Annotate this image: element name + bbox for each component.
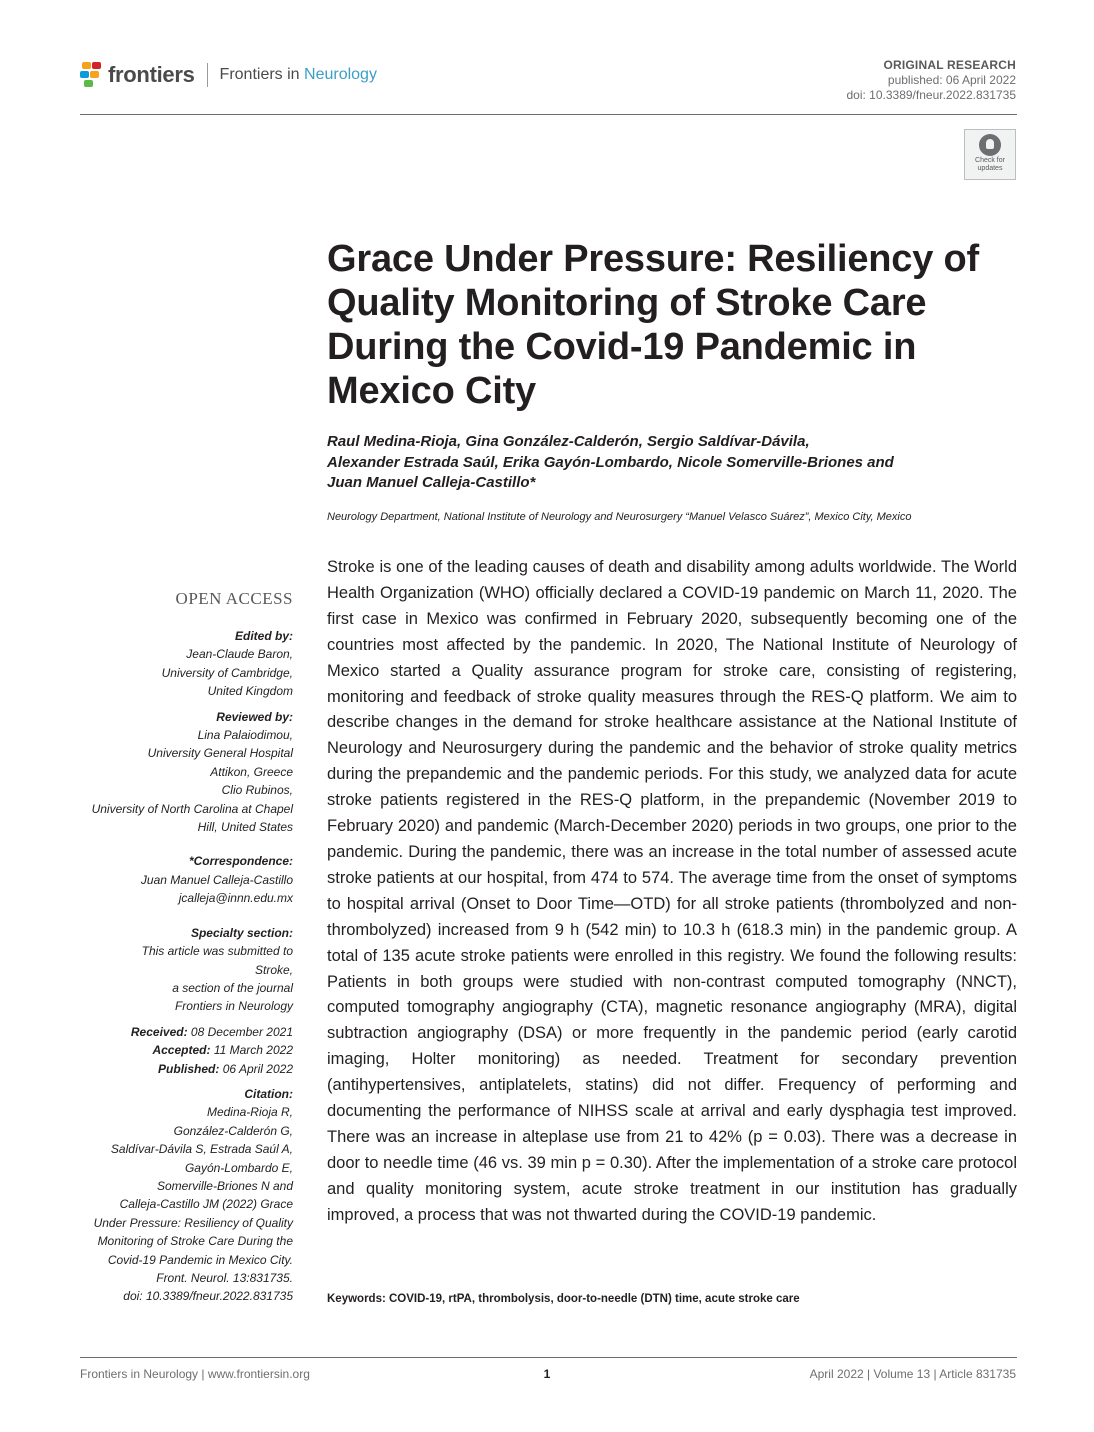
doi[interactable]: doi: 10.3389/fneur.2022.831735: [846, 88, 1016, 102]
specialty-line: This article was submitted to: [141, 944, 293, 959]
accepted-row: [80, 1041, 293, 1059]
citation-section: [80, 1085, 293, 1306]
published-date: published: 06 April 2022: [887, 73, 1016, 87]
check-updates-label-1: Check for: [975, 157, 1005, 164]
article-meta: [847, 58, 1017, 103]
published-date-sidebar: 06 April 2022: [222, 1061, 293, 1076]
citation-line: Medina-Rioja R,: [206, 1105, 293, 1120]
citation-line: Monitoring of Stroke Care During the: [97, 1234, 293, 1249]
editor-line: United Kingdom: [207, 684, 293, 699]
received-row: [80, 1023, 293, 1041]
footer-issue-info: April 2022 | Volume 13 | Article 831735: [809, 1367, 1016, 1381]
frontiers-logo-icon: [80, 62, 104, 88]
page-number: 1: [543, 1367, 551, 1381]
citation-line: Gayón-Lombardo E,: [184, 1160, 293, 1175]
reviewed-by-section: [80, 708, 293, 837]
correspondence-heading: *Correspondence:: [188, 854, 293, 869]
dates-section: [80, 1023, 293, 1078]
citation-line: Covid-19 Pandemic in Mexico City.: [107, 1252, 293, 1267]
check-for-updates-button[interactable]: [964, 129, 1016, 180]
frontiers-logo[interactable]: [80, 60, 377, 90]
affiliation: Neurology Department, National Institute of Neurology and Neurosurgery “Manuel Velasco Suárez”, Mexico City, Mexico: [327, 511, 912, 523]
received-date: 08 December 2021: [190, 1024, 293, 1039]
keywords: Keywords: COVID-19, rtPA, thrombolysis, door-to-needle (DTN) time, acute stroke care: [327, 1293, 800, 1305]
citation-line: Somerville-Briones N and: [156, 1178, 293, 1193]
reviewer-line: Attikon, Greece: [210, 764, 293, 779]
article-type: ORIGINAL RESEARCH: [883, 58, 1016, 72]
editor-line[interactable]: Jean-Claude Baron,: [186, 647, 293, 662]
open-access-label: OPEN ACCESS: [175, 589, 293, 608]
author-line: Raul Medina-Rioja, Gina González-Calderón, Sergio Saldívar-Dávila,: [327, 433, 810, 450]
correspondence-name: Juan Manuel Calleja-Castillo: [140, 872, 293, 887]
citation-line: Front. Neurol. 13:831735.: [156, 1271, 293, 1285]
reviewer-line: University of North Carolina at Chapel: [91, 801, 293, 816]
brand-name: frontiers: [108, 62, 195, 87]
author-line: Alexander Estrada Saúl, Erika Gayón-Lombardo, Nicole Somerville-Briones and: [327, 453, 894, 471]
check-updates-label-2: updates: [977, 165, 1003, 172]
accepted-date: 11 March 2022: [213, 1043, 293, 1058]
author-list: [327, 432, 1017, 494]
specialty-heading: Specialty section:: [190, 925, 293, 940]
published-label: Published:: [158, 1061, 220, 1076]
editor-line: University of Cambridge,: [161, 665, 293, 680]
specialty-section: [80, 924, 293, 1016]
citation-heading: Citation:: [244, 1086, 293, 1101]
edited-by-heading: Edited by:: [234, 629, 293, 643]
footer-journal-link[interactable]: Frontiers in Neurology | www.frontiersin.org: [80, 1367, 310, 1381]
accepted-label: Accepted:: [152, 1043, 211, 1058]
edited-by-section: [80, 627, 293, 701]
journal-prefix: Frontiers in: [219, 66, 305, 83]
citation-doi[interactable]: doi: 10.3389/fneur.2022.831735: [123, 1289, 293, 1304]
header-divider: [80, 114, 1017, 115]
abstract-text: Stroke is one of the leading causes of death and disability among adults worldwide. The World Health Organization (WHO) officially declared a COVID-19 pandemic on March 11, 2020. The first case in Mexico was confirmed in February 2020, subsequently becoming one of the countries most affected by the pandemic. In 2020, The National Institute of Neurology of Mexico started a Quality assurance program for stroke care, consisting of registering, monitoring and feedback of stroke quality measures through the RES-Q platform. We aim to describe changes in the demand for stroke healthcare assistance at the National Institute of Neurology and Neurosurgery during the pandemic and the behavior of stroke quality metrics during the prepandemic and the pandemic periods. For this study, we analyzed data for acute stroke patients registered in the RES-Q platform, in the prepandemic (November 2019 to February 2020) and pandemic (March-December 2020) periods in two groups, one prior to the pandemic. During the pandemic, there was an increase in the total number of assessed acute stroke patients at our hospital, from 474 to 574. The average time from the onset of symptoms to hospital arrival (Onset to Door Time—OTD) for all stroke patients (thrombolyzed and non-thrombolyzed) increased from 9 h (542 min) to 10.3 h (618.3 min) in the pandemic group. A total of 135 acute stroke patients were enrolled in this registry. We found the following results: Patients in both groups were studied with non-contrast computed tomography (NNCT), computed tomography angiography (CTA), magnetic resonance angiography (MRA), digital subtraction angiography (DSA) or more frequently in the pandemic period (early carotid imaging, Holter monitoring) as needed. Treatment for secondary prevention (antihypertensives, antiplatelets, statins) did not differ. Frequency of performing and documenting the performance of NIHSS scale at arrival and early dysphagia test improved. There was an increase in alteplase use from 21 to 42% (p = 0.03). There was a decrease in door to needle time (46 vs. 39 min p = 0.30). After the implementation of a stroke care protocol and quality monitoring system, acute stroke treatment in our institution has gradually improved, a process that was not thwarted during the COVID-19 pandemic.: [327, 558, 1017, 1224]
reviewed-by-heading: Reviewed by:: [216, 709, 293, 724]
reviewer-line: Hill, United States: [197, 820, 293, 835]
citation-line: Calleja-Castillo JM (2022) Grace: [119, 1197, 293, 1212]
footer-divider: [80, 1357, 1017, 1358]
reviewer-line[interactable]: Clio Rubinos,: [221, 783, 293, 798]
specialty-line: Frontiers in Neurology: [174, 999, 293, 1014]
sidebar: [80, 588, 293, 1313]
journal-accent: Neurology: [304, 66, 377, 83]
logo-divider: [207, 63, 208, 87]
journal-name[interactable]: [220, 66, 377, 84]
reviewer-line[interactable]: Lina Palaiodimou,: [197, 728, 293, 743]
citation-line: Saldívar-Dávila S, Estrada Saúl A,: [110, 1142, 293, 1157]
published-row: [80, 1060, 293, 1078]
specialty-line: a section of the journal: [172, 980, 293, 995]
received-label: Received:: [130, 1024, 188, 1039]
citation-line: Under Pressure: Resiliency of Quality: [93, 1215, 293, 1230]
correspondence-section: [80, 852, 293, 907]
author-line: Juan Manuel Calleja-Castillo*: [327, 474, 536, 491]
article-title: Grace Under Pressure: Resiliency of Quality Monitoring of Stroke Care During the Covid-19 Pandemic in Mexico City: [327, 238, 979, 412]
correspondence-email[interactable]: jcalleja@innn.edu.mx: [178, 891, 293, 906]
bookmark-icon: [979, 134, 1001, 156]
specialty-line: Stroke,: [254, 962, 293, 977]
citation-line: González-Calderón G,: [173, 1123, 293, 1138]
reviewer-line: University General Hospital: [147, 746, 293, 761]
